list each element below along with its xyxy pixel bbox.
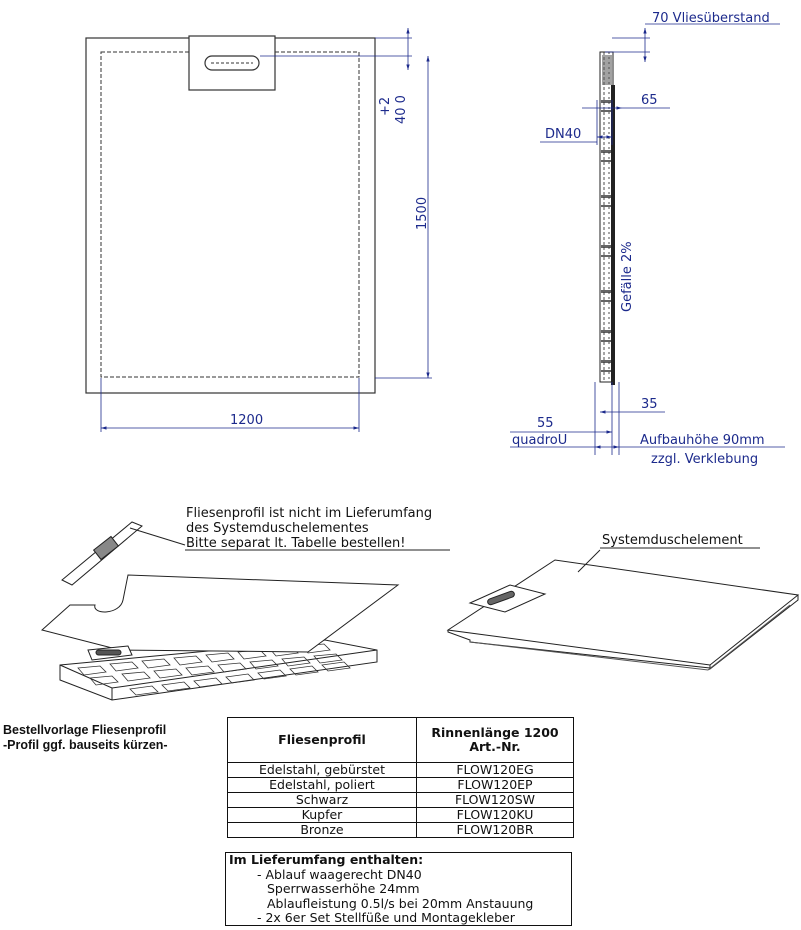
order-title [3,723,168,753]
profile-cell: Kupfer [228,808,417,823]
dim-offset-upper-label: +2 [378,96,393,116]
delivery-scope-box [225,852,572,926]
col-article-header [417,718,574,763]
article-cell: FLOW120KU [417,808,574,823]
dim-plus-glue-label: zzgl. Verklebung [651,452,759,467]
dim-width-label: 1200 [230,413,264,428]
article-cell: FLOW120EG [417,763,574,778]
table-row [228,763,574,778]
plan-view [86,28,432,432]
table-row [228,793,574,808]
section-view [510,24,785,455]
order-title-line1: Bestellvorlage Fliesenprofil [3,723,167,737]
table-row [228,823,574,838]
dim-slope-label: Gefälle 2% [620,241,635,312]
article-cell: FLOW120EP [417,778,574,793]
note-profile-line1: Fliesenprofil ist nicht im Lieferumfang [186,506,433,521]
profile-cell: Bronze [228,823,417,838]
dim-quadro-label: quadroU [512,433,568,448]
scope-title: Im Lieferumfang enthalten: [229,852,424,867]
dim-fleece-label: 70 Vliesüberstand [652,11,770,26]
article-cell: FLOW120BR [417,823,574,838]
profile-cell: Edelstahl, gebürstet [228,763,417,778]
table-header-row [228,718,574,763]
table-row [228,808,574,823]
scope-line4: - 2x 6er Set Stellfüße und Montagekleber [257,910,515,925]
note-profile-line2: des Systemduschelementes [186,521,369,536]
col-article-header-line2: Art.-Nr. [469,739,521,754]
profile-cell: Edelstahl, poliert [228,778,417,793]
dim-offset-lower-label: 40 0 [394,95,409,124]
col-profile-header: Fliesenprofil [228,718,417,763]
dim-dn40-label: DN40 [545,127,582,142]
profile-table [227,717,574,838]
exploded-view [42,522,798,700]
table-row [228,778,574,793]
note-profile-line3: Bitte separat lt. Tabelle bestellen! [186,536,406,551]
dim-length-label: 1500 [415,196,430,230]
col-article-header-line1: Rinnenlänge 1200 [431,725,559,740]
dim-55-label: 55 [537,416,554,431]
article-cell: FLOW120SW [417,793,574,808]
dim-build-height-label: Aufbauhöhe 90mm [640,433,765,448]
note-system-element: Systemduschelement [602,533,743,548]
dim-65-label: 65 [641,93,658,108]
profile-cell: Schwarz [228,793,417,808]
dim-35-label: 35 [641,397,658,412]
scope-line2: Sperrwasserhöhe 24mm [267,881,420,896]
scope-line3: Ablaufleistung 0.5l/s bei 20mm Anstauung [267,895,534,911]
scope-line1: - Ablauf waagerecht DN40 [257,866,422,882]
order-title-line2: -Profil ggf. bauseits kürzen- [3,738,168,752]
